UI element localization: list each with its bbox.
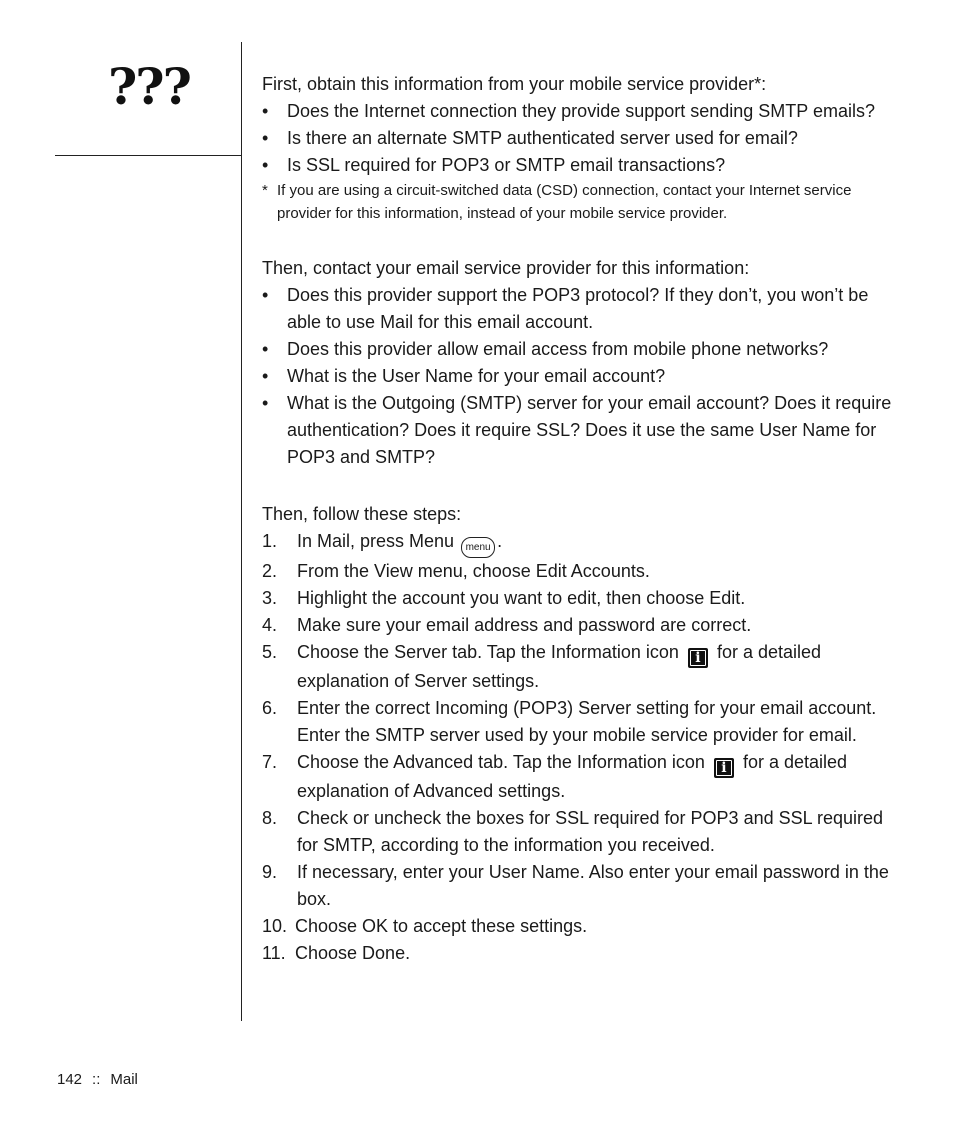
footnote [262,179,902,225]
page-content [262,71,902,967]
page-number: 142 [57,1071,83,1088]
step-item: 9. If necessary, enter your User Name. Also enter your email password in the box. [262,862,889,909]
step-item: 7. Choose the Advanced tab. Tap the Information icon i for a detailed explanation of Advanced settings. [262,752,848,801]
section3-intro: Then, follow these steps: [262,504,462,524]
list-item: • Is there an alternate SMTP authenticated server used for email? [262,125,902,152]
step-item: 4. Make sure your email address and password are correct. [262,615,752,635]
list-item: • Does the Internet connection they provide support sending SMTP emails? [262,98,902,125]
question-marks-icon: ??? [108,57,190,116]
steps-list [262,528,902,967]
step-item: 1. In Mail, press Menu menu . [262,528,902,558]
page-footer [57,1071,138,1088]
list-item: • Is SSL required for POP3 or SMTP email transactions? [262,152,902,179]
step-item: 10. Choose OK to accept these settings. [262,916,588,936]
information-icon: i [688,648,708,668]
step-item: 2. From the View menu, choose Edit Accounts. [262,561,650,581]
section1-intro: First, obtain this information from your mobile service provider*: [262,74,767,94]
footer-separator: :: [92,1071,101,1088]
list-item: • What is the Outgoing (SMTP) server for your email account? Does it require authentication? Does it require SSL? Does it use the same User Name for POP3 and SMTP? [262,390,902,471]
list-item: • Does this provider allow email access from mobile phone networks? [262,336,902,363]
step-item: 6. Enter the correct Incoming (POP3) Server setting for your email account. Enter the SMTP server used by your mobile service provider for email. [262,698,877,745]
step-item: 8. Check or uncheck the boxes for SSL required for POP3 and SSL required for SMTP, according to the information you received. [262,808,883,855]
list-item: • Does this provider support the POP3 protocol? If they don’t, you won’t be able to use Mail for this email account. [262,282,902,336]
step-item: 3. Highlight the account you want to edit, then choose Edit. [262,588,746,608]
footnote-marker: * [262,182,268,199]
section2-intro: Then, contact your email service provider for this information: [262,258,750,278]
footer-section: Mail [110,1071,138,1088]
section1-list [262,98,902,179]
menu-key-icon: menu [461,537,495,558]
vertical-divider [241,42,242,1021]
step-item: 11. Choose Done. [262,943,411,963]
footnote-text: If you are using a circuit-switched data (CSD) connection, contact your Internet service provider for this information, instead of your mobile service provider. [277,182,852,222]
information-icon: i [714,758,734,778]
list-item: • What is the User Name for your email account? [262,363,902,390]
step-item: 5. Choose the Server tab. Tap the Information icon i for a detailed explanation of Server settings. [262,642,822,691]
sidebar-divider [55,155,242,156]
section2-list [262,282,902,471]
